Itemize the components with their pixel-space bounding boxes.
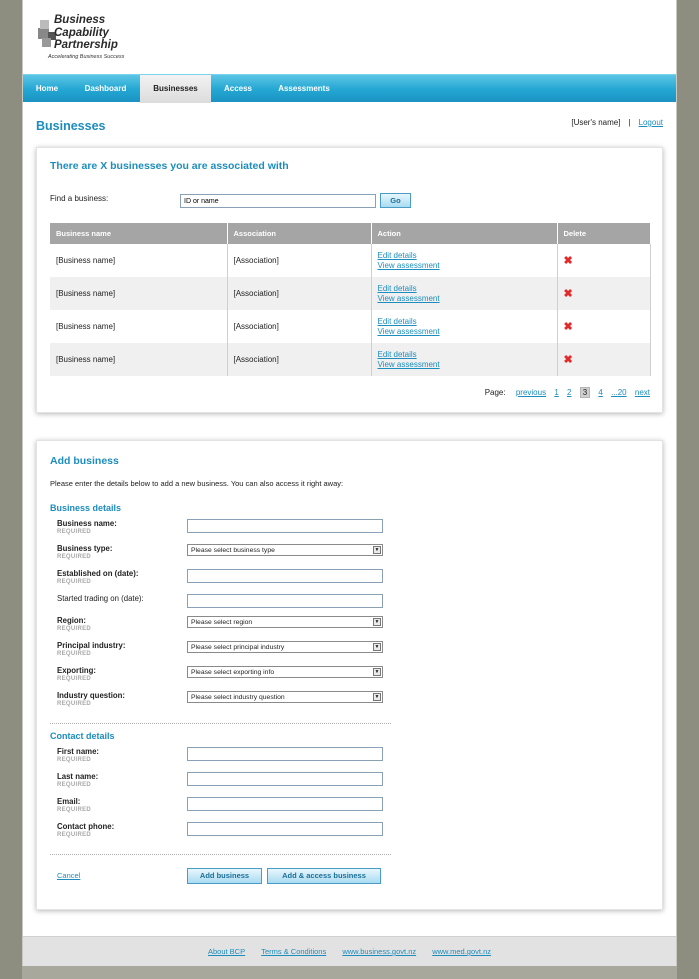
pager-label: Page: xyxy=(484,388,506,397)
nav-access[interactable]: Access xyxy=(223,84,253,93)
required-marker: REQUIRED xyxy=(57,579,92,585)
business-name-input[interactable] xyxy=(187,519,383,533)
table-row xyxy=(50,244,651,277)
contact-phone-label: Contact phone: REQUIRED xyxy=(57,822,115,838)
footer-link-med-govt[interactable]: www.med.govt.nz xyxy=(432,947,491,956)
add-business-button[interactable]: Add business xyxy=(187,868,262,884)
business-name-cell: [Business name] xyxy=(50,244,227,277)
business-type-select[interactable]: Please select business type ▼ xyxy=(187,544,383,556)
established-on-label: Established on (date): REQUIRED xyxy=(57,569,139,585)
action-cell xyxy=(371,343,557,376)
view-assessment-link[interactable]: View assessment xyxy=(377,326,440,336)
contact-phone-input[interactable] xyxy=(187,822,383,836)
page-title: Businesses xyxy=(36,119,106,133)
association-cell: [Association] xyxy=(227,277,371,310)
view-assessment-link[interactable]: View assessment xyxy=(377,260,440,270)
brand-name: Business Capability Partnership xyxy=(54,14,118,51)
exporting-select[interactable]: Please select exporting info ▼ xyxy=(187,666,383,678)
delete-cell xyxy=(557,277,651,310)
dropdown-arrow-icon: ▼ xyxy=(374,669,380,675)
pager-page-current: 3 xyxy=(580,387,590,398)
started-trading-label: Started trading on (date): xyxy=(57,594,144,603)
required-marker: REQUIRED xyxy=(57,676,92,682)
add-and-access-button[interactable]: Add & access business xyxy=(267,868,381,884)
association-cell: [Association] xyxy=(227,310,371,343)
association-cell: [Association] xyxy=(227,343,371,376)
associated-heading: There are X businesses you are associated with xyxy=(50,160,289,172)
view-assessment-link[interactable]: View assessment xyxy=(377,293,440,303)
nav-dashboard[interactable]: Dashboard xyxy=(84,84,127,93)
find-business-label: Find a business: xyxy=(50,194,109,203)
contact-details-heading: Contact details xyxy=(50,731,115,741)
pagination xyxy=(479,388,650,397)
delete-cell xyxy=(557,343,651,376)
logout-link[interactable]: Logout xyxy=(638,118,663,127)
view-assessment-link[interactable]: View assessment xyxy=(377,359,440,369)
pager-page-2[interactable]: 2 xyxy=(567,388,572,397)
footer-link-terms[interactable]: Terms & Conditions xyxy=(261,947,327,956)
exporting-label: Exporting: REQUIRED xyxy=(57,666,96,682)
email-label: Email: REQUIRED xyxy=(57,797,92,813)
business-details-heading: Business details xyxy=(50,503,122,513)
main-nav xyxy=(23,74,676,102)
required-marker: REQUIRED xyxy=(57,832,92,838)
first-name-label: First name: REQUIRED xyxy=(57,747,100,763)
pager-page-4[interactable]: 4 xyxy=(598,388,603,397)
pager-next[interactable]: next xyxy=(634,388,650,397)
required-marker: REQUIRED xyxy=(57,807,92,813)
footer-links xyxy=(23,947,676,956)
dropdown-arrow-icon: ▼ xyxy=(374,644,380,650)
required-marker: REQUIRED xyxy=(57,529,92,535)
action-cell xyxy=(371,310,557,343)
dropdown-arrow-icon: ▼ xyxy=(374,694,380,700)
delete-x-icon[interactable]: ✖ xyxy=(563,354,573,366)
nav-businesses[interactable]: Businesses xyxy=(140,75,211,103)
delete-x-icon[interactable]: ✖ xyxy=(563,288,573,300)
section-divider xyxy=(50,854,391,855)
table-row xyxy=(50,277,651,310)
region-select[interactable]: Please select region ▼ xyxy=(187,616,383,628)
required-marker: REQUIRED xyxy=(57,782,92,788)
footer-link-business-govt[interactable]: www.business.govt.nz xyxy=(342,947,417,956)
add-business-panel xyxy=(36,440,663,910)
first-name-input[interactable] xyxy=(187,747,383,761)
required-marker: REQUIRED xyxy=(57,626,92,632)
user-name: [User's name] xyxy=(571,118,621,127)
required-marker: REQUIRED xyxy=(57,757,92,763)
business-type-label: Business type: REQUIRED xyxy=(57,544,113,560)
delete-cell xyxy=(557,244,651,277)
cancel-link[interactable]: Cancel xyxy=(57,871,81,880)
table-header-row xyxy=(50,223,651,244)
add-business-heading: Add business xyxy=(50,455,119,467)
edit-details-link[interactable]: Edit details xyxy=(377,284,417,293)
col-action: Action xyxy=(371,223,557,244)
established-on-input[interactable] xyxy=(187,569,383,583)
go-button[interactable]: Go xyxy=(380,193,411,208)
required-marker: REQUIRED xyxy=(57,651,92,657)
nav-home[interactable]: Home xyxy=(35,84,59,93)
footer xyxy=(23,936,676,966)
region-label: Region: REQUIRED xyxy=(57,616,92,632)
required-marker: REQUIRED xyxy=(57,554,92,560)
business-name-cell: [Business name] xyxy=(50,277,227,310)
action-cell xyxy=(371,244,557,277)
edit-details-link[interactable]: Edit details xyxy=(377,317,417,326)
dropdown-arrow-icon: ▼ xyxy=(374,547,380,553)
email-input[interactable] xyxy=(187,797,383,811)
page-frame-bottom xyxy=(22,966,677,979)
started-trading-input[interactable] xyxy=(187,594,383,608)
action-cell xyxy=(371,277,557,310)
delete-cell xyxy=(557,310,651,343)
pager-previous[interactable]: previous xyxy=(515,388,547,397)
required-marker: REQUIRED xyxy=(57,701,92,707)
pager-page-1[interactable]: 1 xyxy=(554,388,559,397)
edit-details-link[interactable]: Edit details xyxy=(377,350,417,359)
last-name-input[interactable] xyxy=(187,772,383,786)
col-business-name: Business name xyxy=(50,223,227,244)
footer-link-about[interactable]: About BCP xyxy=(208,947,246,956)
principal-industry-select[interactable]: Please select principal industry ▼ xyxy=(187,641,383,653)
industry-question-select[interactable]: Please select industry question ▼ xyxy=(187,691,383,703)
last-name-label: Last name: REQUIRED xyxy=(57,772,99,788)
delete-x-icon[interactable]: ✖ xyxy=(563,255,573,267)
edit-details-link[interactable]: Edit details xyxy=(377,251,417,260)
associated-businesses-panel xyxy=(36,147,663,413)
principal-industry-label: Principal industry: REQUIRED xyxy=(57,641,126,657)
business-name-cell: [Business name] xyxy=(50,343,227,376)
businesses-table xyxy=(50,223,651,376)
col-delete: Delete xyxy=(557,223,651,244)
col-association: Association xyxy=(227,223,371,244)
business-name-label: Business name: REQUIRED xyxy=(57,519,117,535)
brand-tagline: Accelerating Business Success xyxy=(48,54,125,60)
user-bar-separator: | xyxy=(628,118,631,127)
business-name-cell: [Business name] xyxy=(50,310,227,343)
section-divider xyxy=(50,723,391,724)
association-cell: [Association] xyxy=(227,244,371,277)
add-business-intro: Please enter the details below to add a new business. You can also access it right away: xyxy=(50,479,344,488)
user-bar xyxy=(571,118,663,127)
table-row xyxy=(50,343,651,376)
nav-assessments[interactable]: Assessments xyxy=(278,84,330,93)
pager-page-last[interactable]: ...20 xyxy=(611,388,627,397)
brand-logo[interactable] xyxy=(36,14,136,64)
dropdown-arrow-icon: ▼ xyxy=(374,619,380,625)
find-business-input[interactable] xyxy=(180,194,376,208)
industry-question-label: Industry question: REQUIRED xyxy=(57,691,126,707)
table-row xyxy=(50,310,651,343)
delete-x-icon[interactable]: ✖ xyxy=(563,321,573,333)
